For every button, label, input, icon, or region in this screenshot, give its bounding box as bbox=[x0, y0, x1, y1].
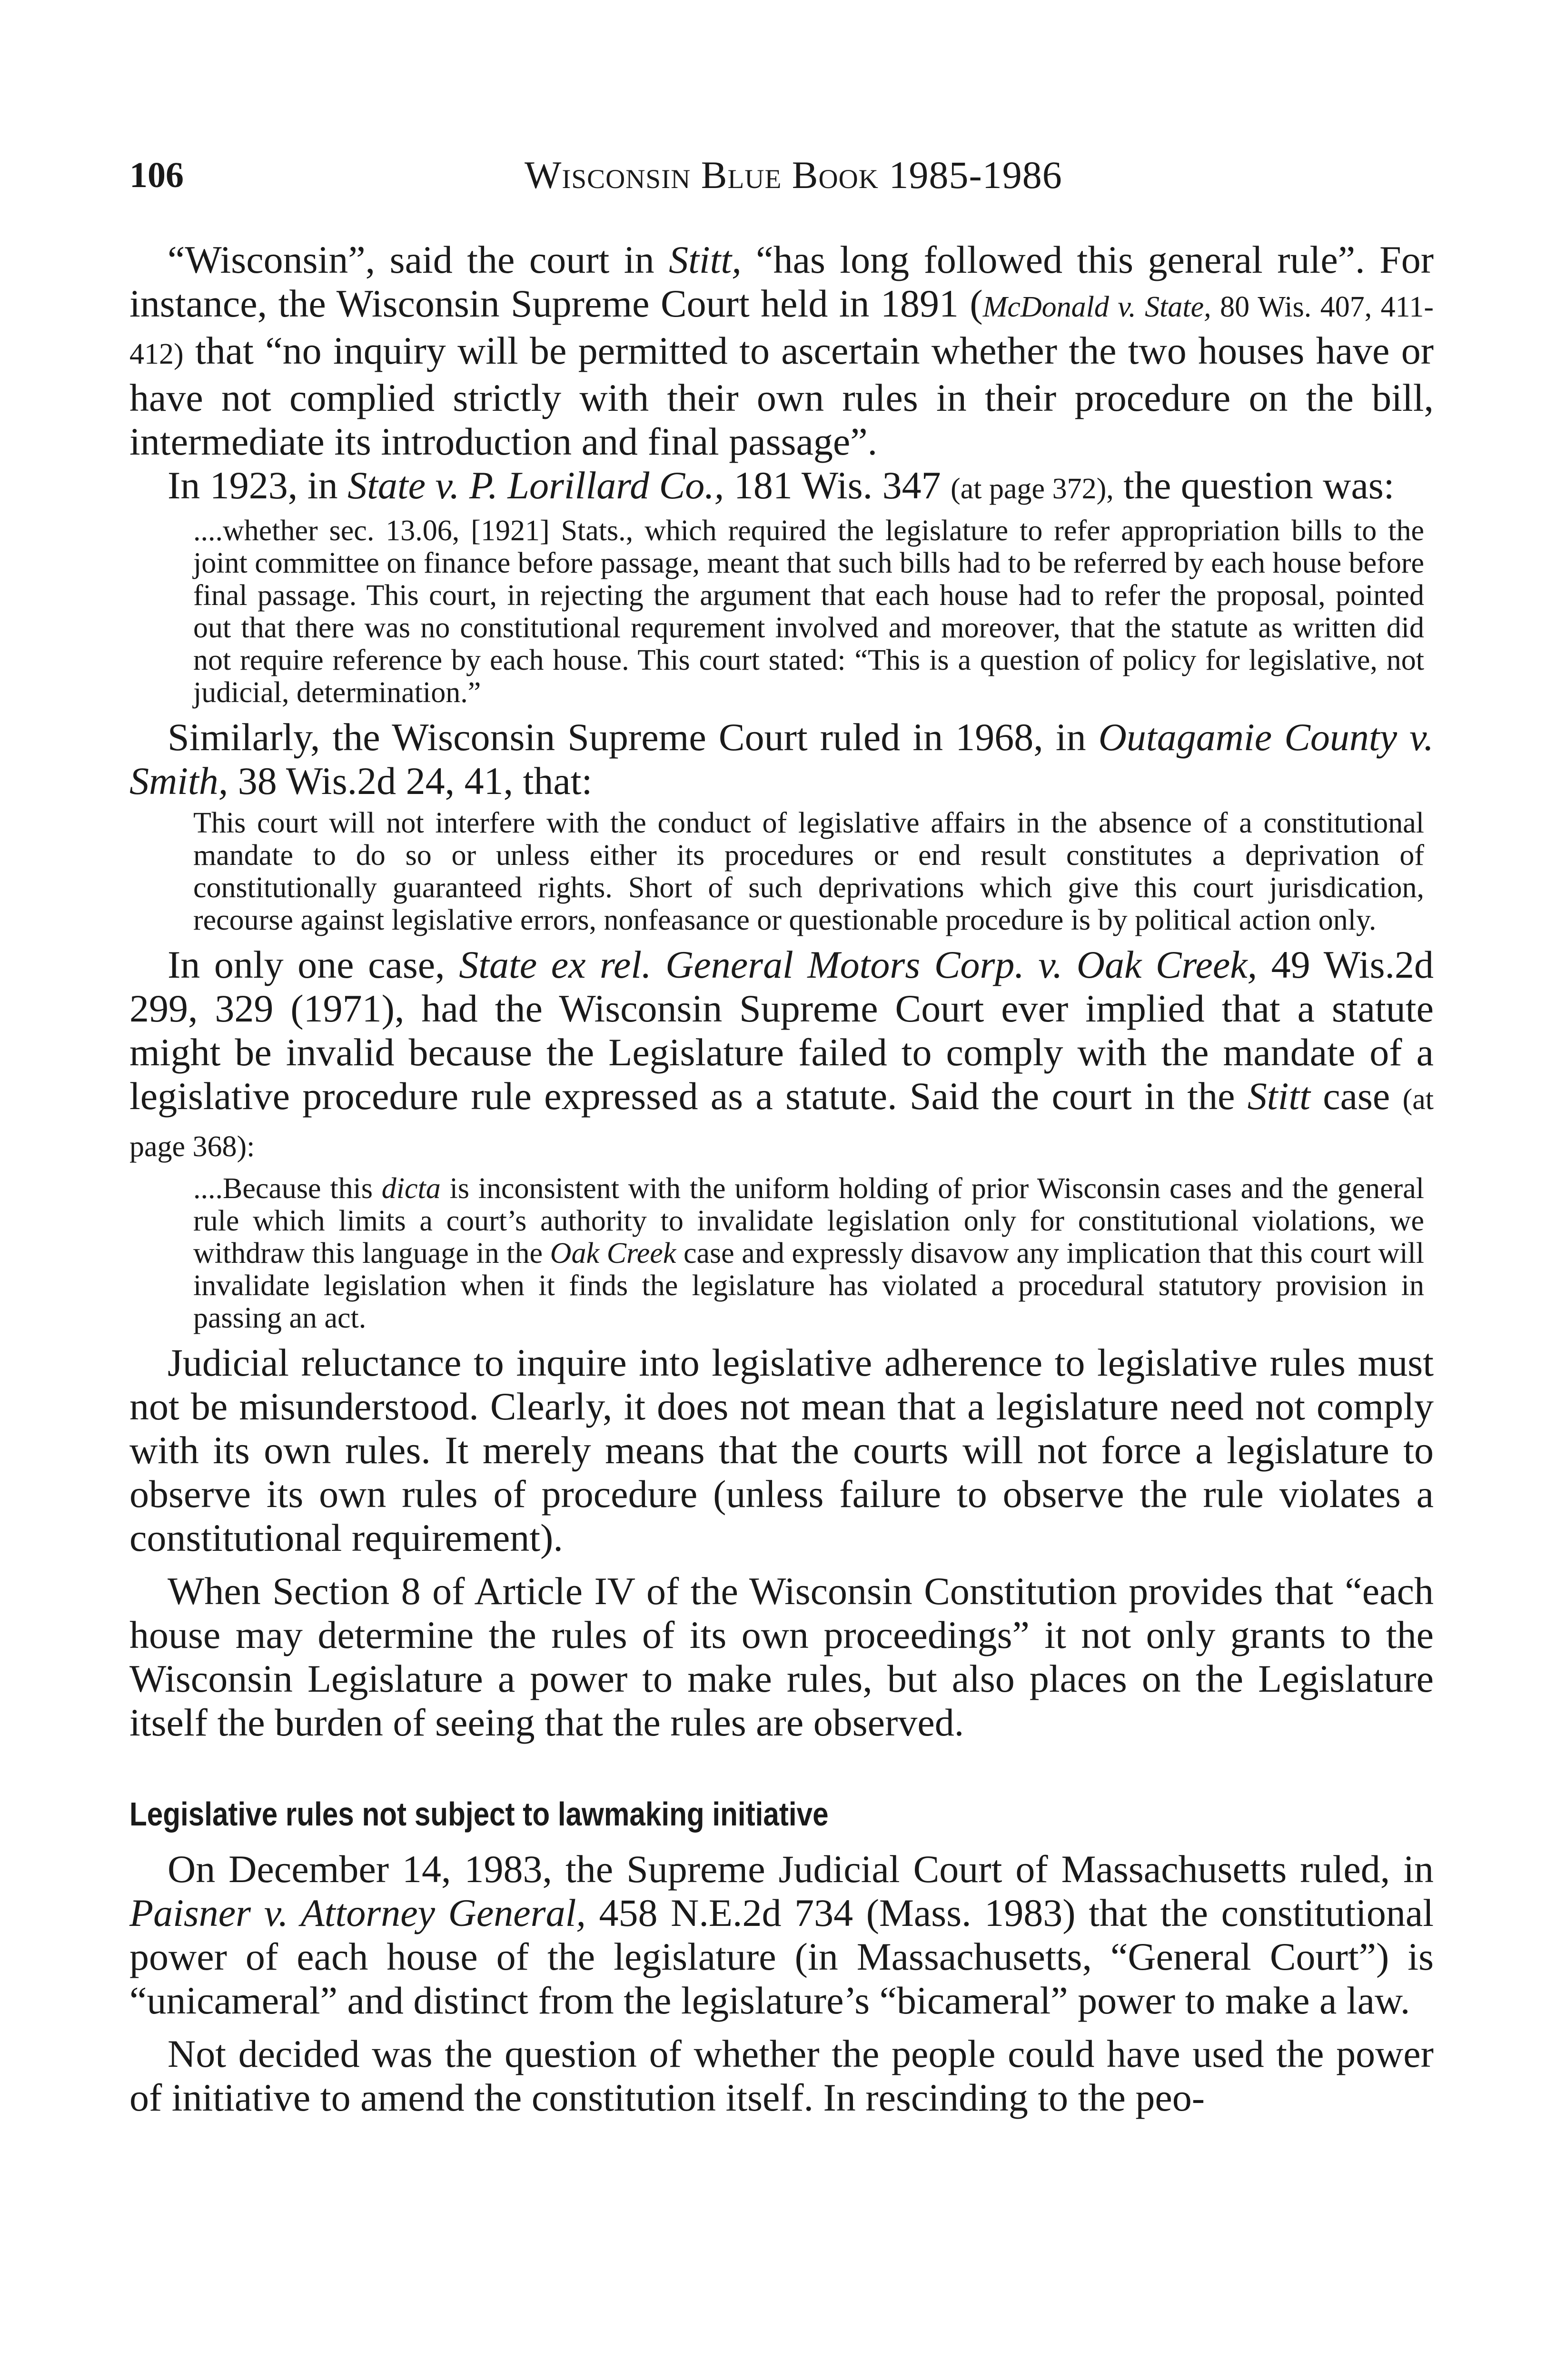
case-name: Stitt, bbox=[669, 238, 742, 281]
text-run: In 1923, in bbox=[168, 464, 348, 507]
case-name: Outagamie County v. Smith, bbox=[129, 715, 1434, 803]
text-run: ....Because this bbox=[193, 1172, 382, 1205]
text-run: “Wisconsin”, said the court in bbox=[168, 238, 669, 281]
text-run: On December 14, 1983, the Supreme Judicial Court of Massachusetts ruled, in bbox=[168, 1847, 1434, 1891]
paragraph-paisner bbox=[129, 1847, 1434, 2023]
text-run: 49 Wis.2d 299, 329 (1971), had the Wisconsin Supreme Court ever implied that a statute might be invalid because the Legislature failed to comply with the mandate of a legislative procedure rule expressed as a statute. Said the court in the bbox=[129, 943, 1434, 1118]
page-header bbox=[129, 151, 1434, 199]
text-run: 181 Wis. 347 bbox=[724, 464, 951, 507]
citation: (at page 372), bbox=[951, 473, 1114, 505]
paragraph-judicial-reluctance: Judicial reluctance to inquire into legislative adherence to legislative rules must not be misunderstood. Clearly, it does not mean that a legislature need not comply with its own rules. It merely means that the courts will not force a legislature to observe its own rules of procedure (unless failure to observe the rule violates a constitutional requirement). bbox=[129, 1341, 1434, 1559]
text-run: case and expressly disavow any implication that this court will invalidate legislation when it finds the legislature has violated a procedural statutory provision in passing an act. bbox=[193, 1237, 1424, 1334]
paragraph-oak-creek bbox=[129, 943, 1434, 1169]
running-head: Wisconsin Blue Book 1985-1986 bbox=[525, 153, 1062, 197]
paragraph-section-8: When Section 8 of Article IV of the Wisconsin Constitution provides that “each house may determine the rules of its own proceedings” it not only grants to the Wisconsin Legislature a power to make rules, but also places on the Legislature itself the burden of seeing that the rules are observed. bbox=[129, 1569, 1434, 1744]
paragraph-wisconsin-rule bbox=[129, 238, 1434, 464]
section-heading: Legislative rules not subject to lawmaking initiative bbox=[129, 1795, 829, 1833]
case-name: State v. P. Lorillard Co., bbox=[347, 464, 724, 507]
text-run: Similarly, the Wisconsin Supreme Court ruled in 1968, in bbox=[168, 715, 1099, 759]
citation: 80 Wis. 407, 411-412) bbox=[129, 291, 1434, 370]
block-quote-outagamie: This court will not interfere with the conduct of legislative affairs in the absence of a constitutional mandate to do so or unless either its procedures or end result constitutes a deprivation of constitutionally guaranteed rights. Short of such deprivations which give this court jurisdication, recourse against legislative errors, nonfeasance or questionable procedure is by political action only. bbox=[193, 807, 1424, 936]
citation: (at page 368): bbox=[129, 1083, 1434, 1163]
case-name: Paisner v. Attorney General, bbox=[129, 1891, 586, 1934]
text-run: that “no inquiry will be permitted to ascertain whether the two houses have or have not complied strictly with their own rules in their procedure on the bill, intermediate its introduction and final passage”. bbox=[129, 329, 1434, 463]
paragraph-not-decided: Not decided was the question of whether the people could have used the power of initiative to amend the constitution itself. In rescinding to the peo- bbox=[129, 2032, 1434, 2119]
text-run: case bbox=[1310, 1074, 1403, 1118]
emphasis: dicta bbox=[381, 1172, 441, 1205]
block-quote-stitt bbox=[129, 1172, 1434, 1334]
body-text bbox=[129, 238, 1434, 2120]
text-run: is inconsistent with the uniform holding of prior Wisconsin cases and the general rule which limits a court’s authority to invalidate legislation only for constitutional violations, we withdraw this language in the bbox=[193, 1172, 1424, 1269]
case-name: State ex rel. General Motors Corp. v. Oak Creek, bbox=[459, 943, 1258, 986]
case-name: Oak Creek bbox=[550, 1237, 676, 1269]
block-quote-lorillard: ....whether sec. 13.06, [1921] Stats., which required the legislature to refer appropriation bills to the joint committee on finance before passage, meant that such bills had to be referred by each house before final passage. This court, in rejecting the argument that each house had to refer the proposal, pointed out that there was no constitutional requrement involved and moreover, that the statute as written did not require reference by each house. This court stated: “This is a question of policy for legislative, not judicial, determination.” bbox=[193, 515, 1424, 709]
paragraph-outagamie bbox=[129, 715, 1434, 803]
page-number: 106 bbox=[129, 155, 184, 195]
text-run: In only one case, bbox=[168, 943, 459, 986]
text-run: the question was: bbox=[1113, 464, 1395, 507]
text-run: 38 Wis.2d 24, 41, that: bbox=[228, 759, 593, 803]
text-run: 458 N.E.2d 734 (Mass. 1983) that the constitutional power of each house of the legislature (in Massachusetts, “General Court”) is “unicameral” and distinct from the legislature’s “bicameral” power to make a law. bbox=[129, 1891, 1434, 2022]
text-run: “has long followed this general rule”. For instance, the Wisconsin Supreme Court held in 1891 ( bbox=[129, 238, 1434, 325]
paragraph-lorillard bbox=[129, 464, 1434, 511]
case-name: McDonald v. State, bbox=[982, 291, 1211, 323]
case-name: Stitt bbox=[1247, 1074, 1310, 1118]
